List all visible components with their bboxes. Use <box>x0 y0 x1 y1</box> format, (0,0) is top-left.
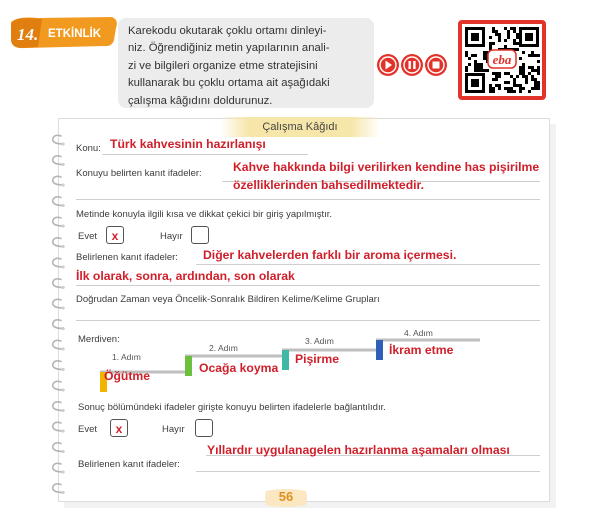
conclusion-no-checkbox[interactable] <box>195 419 213 437</box>
activity-badge <box>8 14 120 50</box>
play-button[interactable] <box>377 54 399 76</box>
binder-rings <box>48 130 68 500</box>
ladder-label: Merdiven: <box>78 334 120 345</box>
media-controls <box>376 52 448 78</box>
binder-ring <box>53 361 65 371</box>
conclusion-evidence-answer: Yıllardır uygulanagelen hazırlanma aşamaları olması <box>207 443 510 457</box>
instructions-line: çalışma kâğıdını doldurunuz. <box>128 94 273 107</box>
qr-code[interactable] <box>458 20 546 100</box>
sequence-words-label: Doğrudan Zaman veya Öncelik-Sonralık Bildiren Kelime/Kelime Grupları <box>76 294 380 305</box>
intro-evidence-answer: Diğer kahvelerden farklı bir aroma içermesi. <box>203 248 457 262</box>
evidence-line-2 <box>76 199 540 200</box>
instructions-text <box>128 23 368 110</box>
step-3-label: 3. Adım <box>305 336 334 346</box>
sequence-blank-line <box>76 320 540 321</box>
worksheet-title: Çalışma Kâğıdı <box>220 117 380 137</box>
conclusion-yes-checkbox[interactable]: x <box>110 419 128 437</box>
step-2-answer: Ocağa koyma <box>199 361 279 375</box>
intro-evidence-line <box>196 264 540 265</box>
sequence-words-line <box>76 285 540 286</box>
topic-label: Konu: <box>76 143 101 154</box>
binder-ring <box>53 176 65 186</box>
intro-statement: Metinde konuyla ilgili kısa ve dikkat çekici bir giriş yapılmıştır. <box>76 209 333 220</box>
step-4-answer: İkram etme <box>389 343 454 357</box>
step-1-label: 1. Adım <box>112 352 141 362</box>
binder-ring <box>53 402 65 412</box>
evidence-answer-line2: özelliklerinden bahsedilmektedir. <box>233 178 425 192</box>
instructions-line: zi ve bilgileri organize etme stratejisini <box>128 59 318 72</box>
binder-ring <box>53 238 65 248</box>
step-2-label: 2. Adım <box>209 343 238 353</box>
instructions-line: kullanarak bu çoklu ortama ait aşağıdaki <box>128 77 330 90</box>
pause-button[interactable] <box>401 54 423 76</box>
conclusion-no-label: Hayır <box>162 424 185 435</box>
binder-ring <box>53 258 65 268</box>
conclusion-evidence-line <box>196 471 540 472</box>
binder-ring <box>53 422 65 432</box>
intro-no-label: Hayır <box>160 231 183 242</box>
instructions-line: Karekodu okutarak çoklu ortamı dinleyi- <box>128 25 327 37</box>
evidence-answer-line1: Kahve hakkında bilgi verilirken kendine has pişirilme <box>233 160 540 174</box>
stop-button[interactable] <box>425 54 447 76</box>
binder-ring <box>53 156 65 166</box>
topic-answer: Türk kahvesinin hazırlanışı <box>110 137 266 151</box>
binder-ring <box>53 299 65 309</box>
binder-ring <box>53 135 65 145</box>
intro-yes-label: Evet <box>78 231 98 242</box>
instructions-line: niz. Öğrendiğiniz metin yapılarının anali- <box>128 42 330 55</box>
conclusion-statement: Sonuç bölümündeki ifadeler girişte konuyu belirten ifadelerle bağlantılıdır. <box>78 402 386 413</box>
intro-yes-checkbox[interactable]: x <box>106 226 124 244</box>
eba-logo: eba <box>492 52 512 67</box>
page-number: 56 <box>278 489 294 504</box>
conclusion-evidence-label: Belirlenen kanıt ifadeler: <box>78 459 180 470</box>
intro-evidence-label: Belirlenen kanıt ifadeler: <box>76 252 178 263</box>
binder-ring <box>53 484 65 494</box>
binder-ring <box>53 320 65 330</box>
evidence-label: Konuyu belirten kanıt ifadeler: <box>76 168 202 179</box>
binder-ring <box>53 197 65 207</box>
binder-ring <box>53 463 65 473</box>
pause-icon <box>409 61 411 69</box>
activity-label: ETKİNLİK <box>48 28 102 40</box>
topic-line <box>102 154 308 155</box>
qr-finder-top-right <box>519 27 539 47</box>
binder-ring <box>53 217 65 227</box>
sequence-words-answer: İlk olarak, sonra, ardından, son olarak <box>76 269 295 283</box>
step-1-answer: Öğütme <box>104 369 151 383</box>
intro-no-checkbox[interactable] <box>191 226 209 244</box>
activity-number: 14. <box>17 25 39 44</box>
binder-ring <box>53 279 65 289</box>
step-3-answer: Pişirme <box>295 352 340 366</box>
step-4-label: 4. Adım <box>404 328 433 338</box>
conclusion-yes-label: Evet <box>78 424 98 435</box>
binder-ring <box>53 443 65 453</box>
stop-icon <box>433 62 440 69</box>
binder-ring <box>53 381 65 391</box>
qr-finder-top-left <box>465 27 485 47</box>
qr-finder-bottom-left <box>465 73 485 93</box>
binder-ring <box>53 340 65 350</box>
